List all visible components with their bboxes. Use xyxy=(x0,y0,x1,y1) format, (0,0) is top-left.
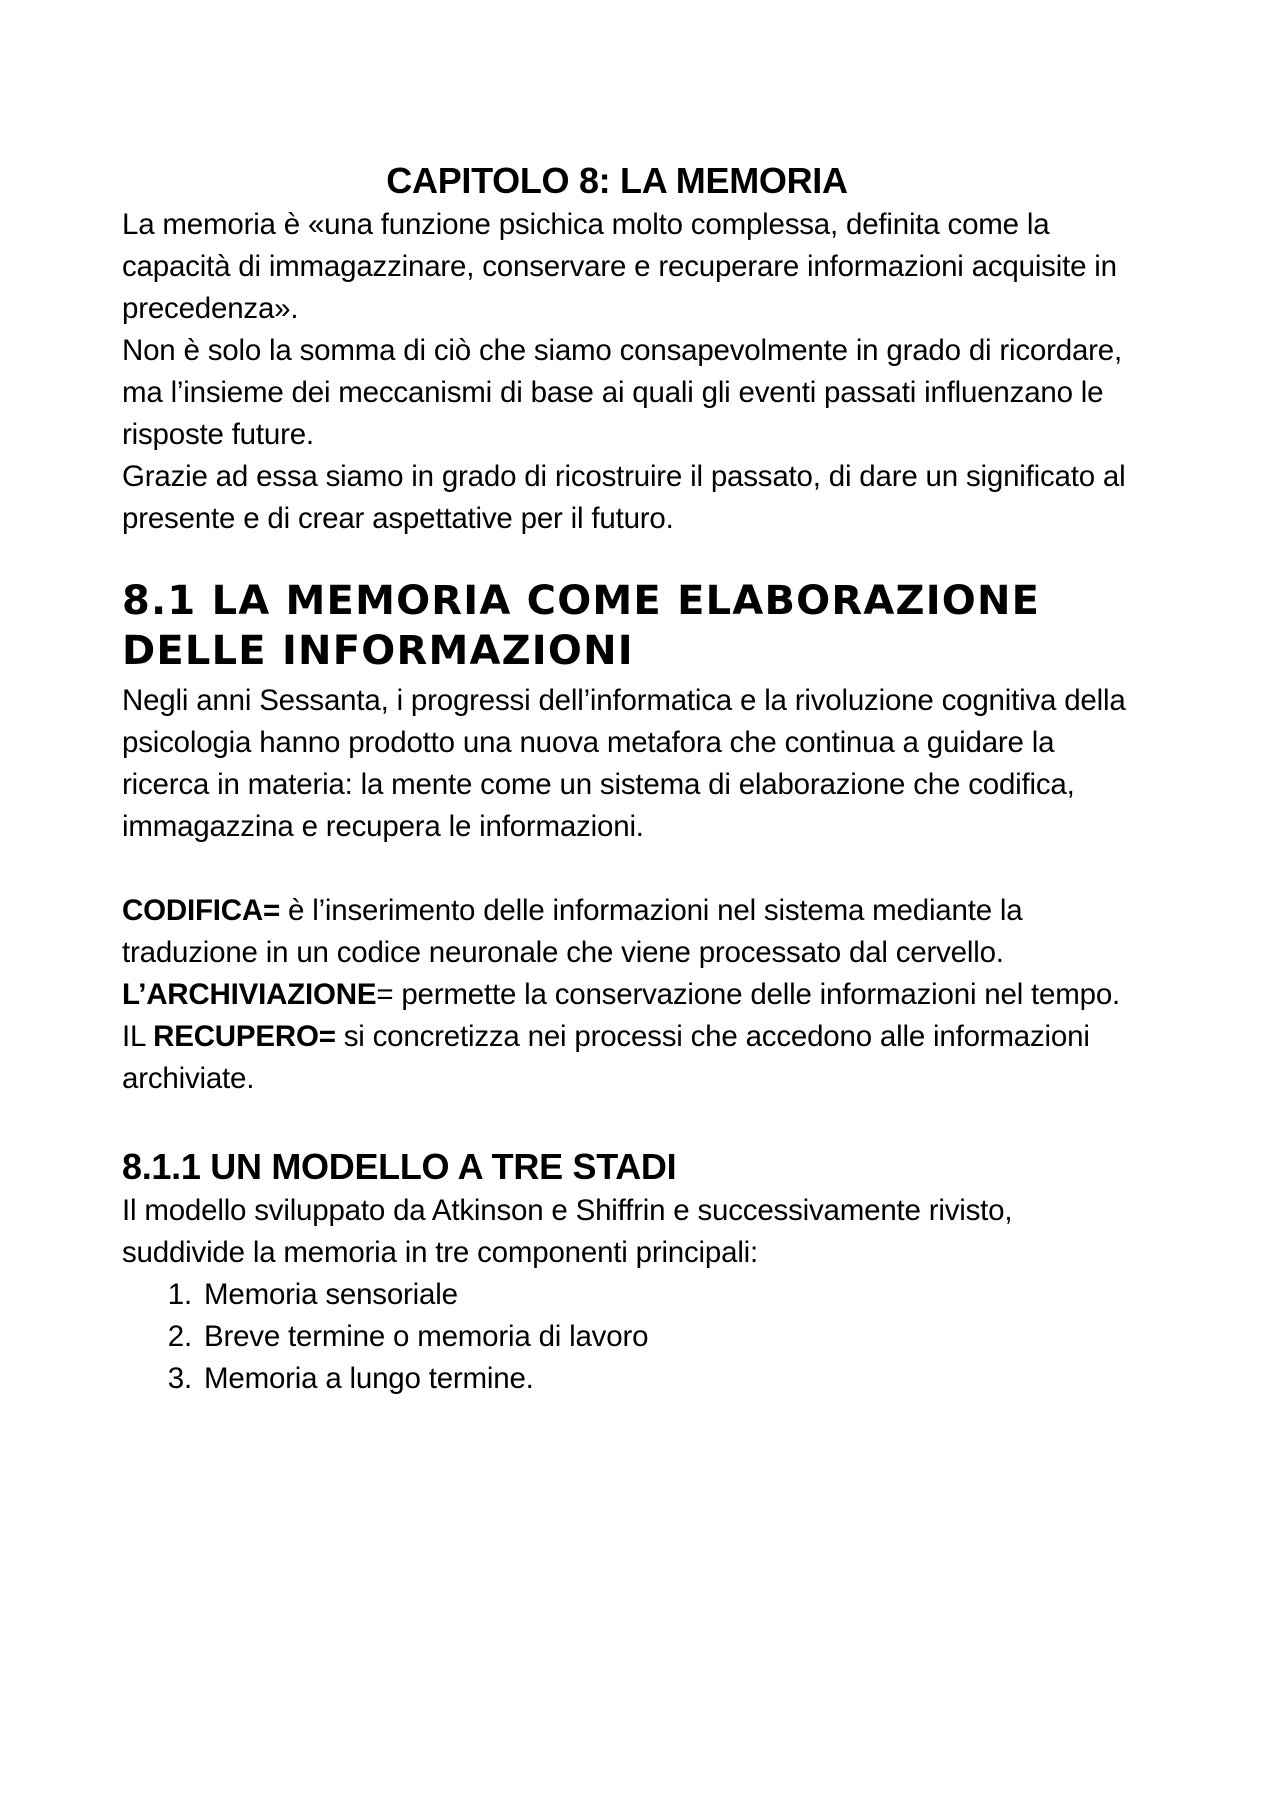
definition-codifica xyxy=(122,890,1132,974)
intro-paragraph-3: Grazie ad essa siamo in grado di ricostruire il passato, di dare un significato al presente e di crear aspettative per il futuro. xyxy=(122,460,1126,535)
section-8-1-1-paragraph: Il modello sviluppato da Atkinson e Shiffrin e successivamente rivisto, suddivide la memoria in tre componenti principali: xyxy=(122,1194,1013,1269)
definition-archiviazione-text: = permette la conservazione delle informazioni nel tempo. xyxy=(376,978,1121,1011)
term-recupero: RECUPERO= xyxy=(153,1020,336,1053)
definition-recupero-text: si concretizza nei processi che accedono alle informazioni archiviate. xyxy=(122,1020,1090,1095)
section-heading-8-1-1: 8.1.1 UN MODELLO A TRE STADI xyxy=(122,1146,677,1187)
stages-list xyxy=(122,1274,1132,1400)
document-content xyxy=(122,158,1132,1400)
paragraph-spacer xyxy=(122,848,1132,890)
list-item: 1. Memoria sensoriale xyxy=(200,1274,1132,1316)
list-item: 2. Breve termine o memoria di lavoro xyxy=(200,1316,1132,1358)
chapter-title: CAPITOLO 8: LA MEMORIA xyxy=(386,160,848,201)
term-archiviazione: L’ARCHIVIAZIONE xyxy=(122,978,377,1011)
section-heading-8-1: 8.1 LA MEMORIA COME ELABORAZIONE DELLE INFORMAZIONI xyxy=(122,578,1041,674)
section-8-1-paragraph: Negli anni Sessanta, i progressi dell’informatica e la rivoluzione cognitiva della psicologia hanno prodotto una nuova metafora che continua a guidare la ricerca in materia: la mente come un sistema di elaborazione che codifica, immagazzina e recupera le informazioni. xyxy=(122,684,1126,843)
list-item: 3. Memoria a lungo termine. xyxy=(200,1358,1132,1400)
definition-archiviazione xyxy=(122,974,1132,1016)
recupero-prefix: IL xyxy=(122,1020,154,1053)
definition-codifica-text: è l’inserimento delle informazioni nel sistema mediante la traduzione in un codice neuronale che viene processato dal cervello. xyxy=(122,894,1023,969)
intro-paragraph-2: Non è solo la somma di ciò che siamo consapevolmente in grado di ricordare, ma l’insieme dei meccanismi di base ai quali gli eventi passati influenzano le risposte future. xyxy=(122,334,1122,451)
intro-paragraph-1: La memoria è «una funzione psichica molto complessa, definita come la capacità di immagazzinare, conservare e recuperare informazioni acquisite in precedenza». xyxy=(122,208,1117,325)
term-codifica: CODIFICA= xyxy=(122,894,281,927)
definition-recupero xyxy=(122,1016,1132,1100)
